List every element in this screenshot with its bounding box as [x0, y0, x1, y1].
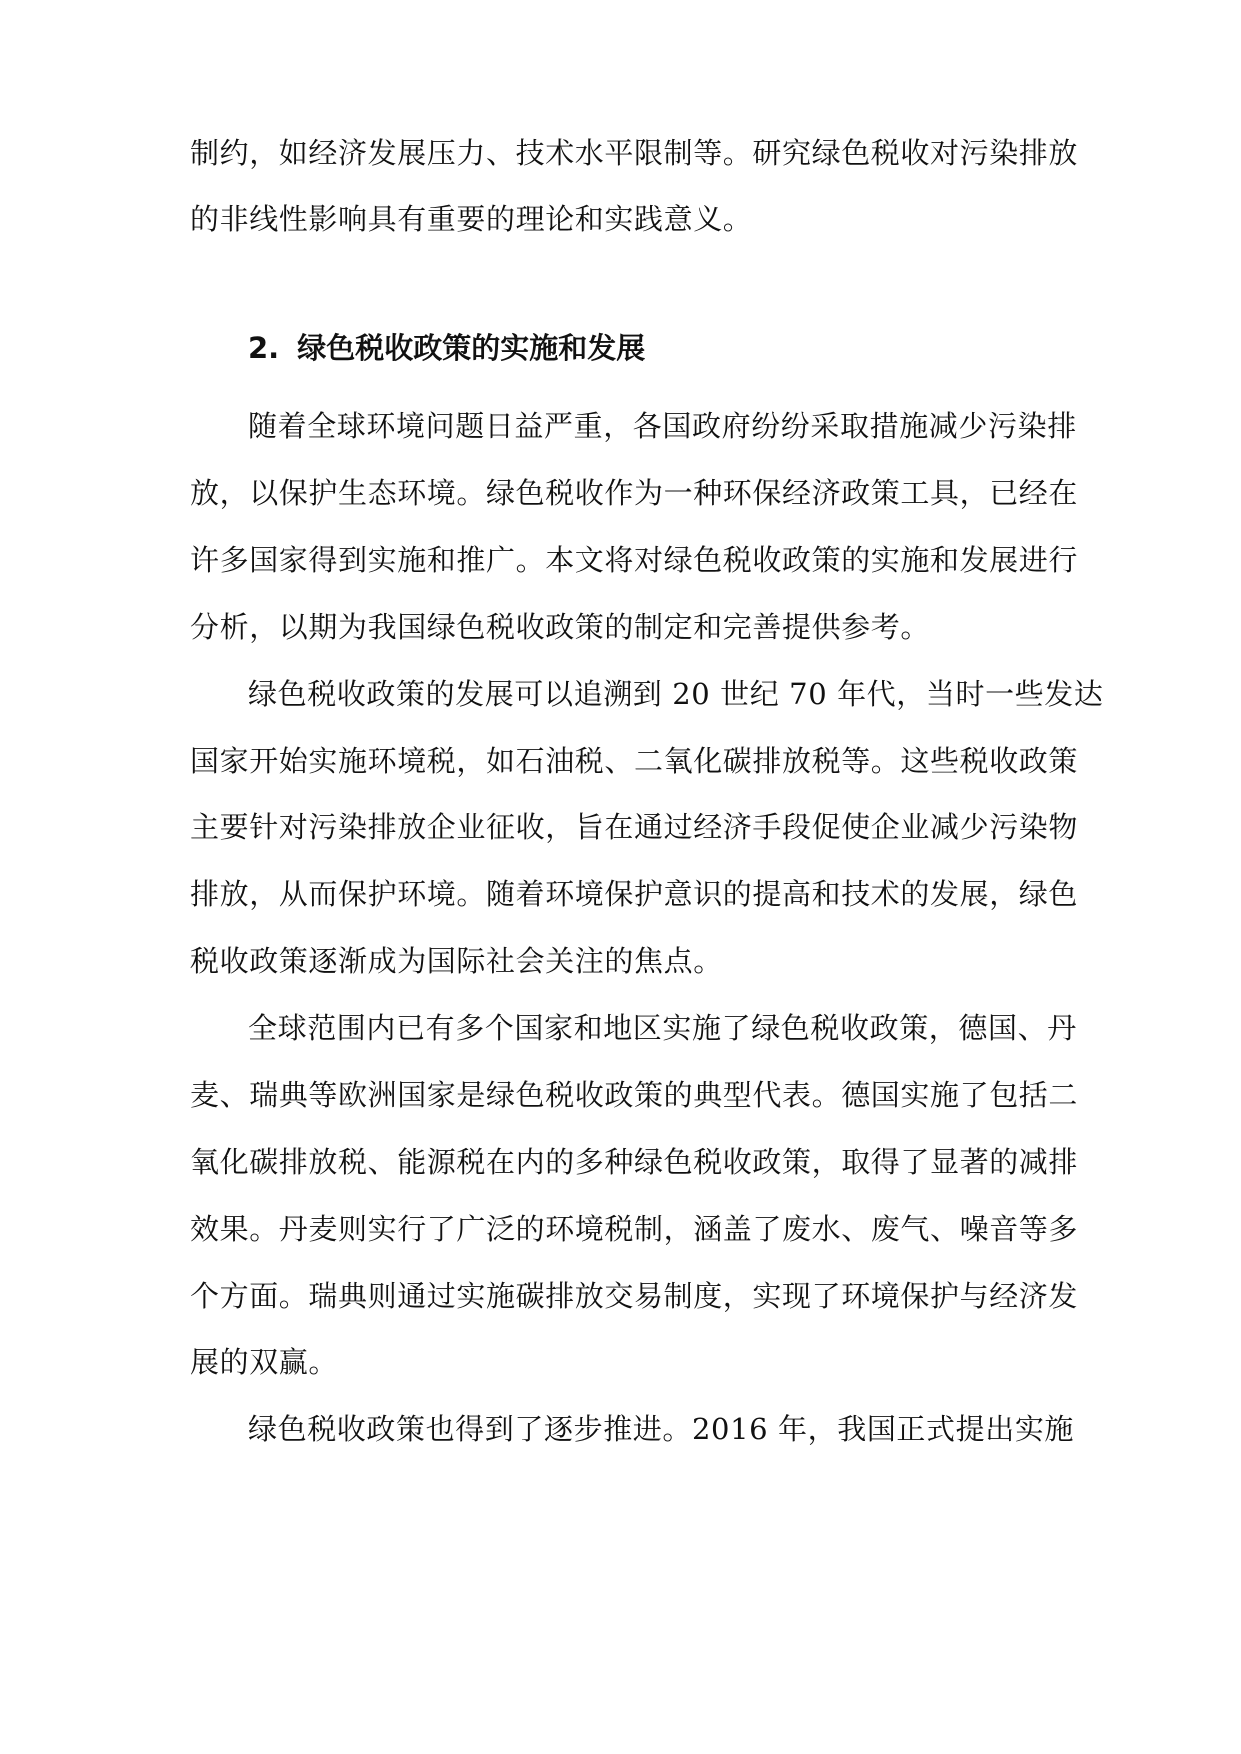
text-line: 展的双赢。 [190, 1345, 339, 1379]
text-line: 的非线性影响具有重要的理论和实践意义。 [190, 202, 753, 236]
section-title: 绿色税收政策的实施和发展 [297, 331, 646, 365]
text-line: 主要针对污染排放企业征收，旨在通过经济手段促使企业减少污染物 [190, 810, 1079, 844]
text-line: 个方面。瑞典则通过实施碳排放交易制度，实现了环境保护与经济发 [190, 1279, 1079, 1313]
text-line: 绿色税收政策的发展可以追溯到 20 世纪 70 年代，当时一些发达 [248, 677, 1104, 711]
text-line: 分析，以期为我国绿色税收政策的制定和完善提供参考。 [190, 610, 931, 644]
text-line: 排放，从而保护环境。随着环境保护意识的提高和技术的发展，绿色 [190, 877, 1079, 911]
text-line: 随着全球环境问题日益严重，各国政府纷纷采取措施减少污染排 [248, 409, 1077, 443]
text-line: 制约，如经济发展压力、技术水平限制等。研究绿色税收对污染排放 [190, 136, 1079, 170]
text-line: 国家开始实施环境税，如石油税、二氧化碳排放税等。这些税收政策 [190, 744, 1079, 778]
text-line: 麦、瑞典等欧洲国家是绿色税收政策的典型代表。德国实施了包括二 [190, 1078, 1079, 1112]
text-line: 放，以保护生态环境。绿色税收作为一种环保经济政策工具，已经在 [190, 476, 1079, 510]
section-number: 2. [248, 331, 280, 365]
text-line: 效果。丹麦则实行了广泛的环境税制，涵盖了废水、废气、噪音等多 [190, 1212, 1079, 1246]
text-line: 绿色税收政策也得到了逐步推进。2016 年，我国正式提出实施 [248, 1412, 1075, 1446]
text-line: 许多国家得到实施和推广。本文将对绿色税收政策的实施和发展进行 [190, 543, 1079, 577]
text-line: 税收政策逐渐成为国际社会关注的焦点。 [190, 944, 723, 978]
text-line: 全球范围内已有多个国家和地区实施了绿色税收政策，德国、丹 [248, 1011, 1077, 1045]
text-line: 氧化碳排放税、能源税在内的多种绿色税收政策，取得了显著的减排 [190, 1145, 1079, 1179]
section-heading [248, 328, 645, 368]
